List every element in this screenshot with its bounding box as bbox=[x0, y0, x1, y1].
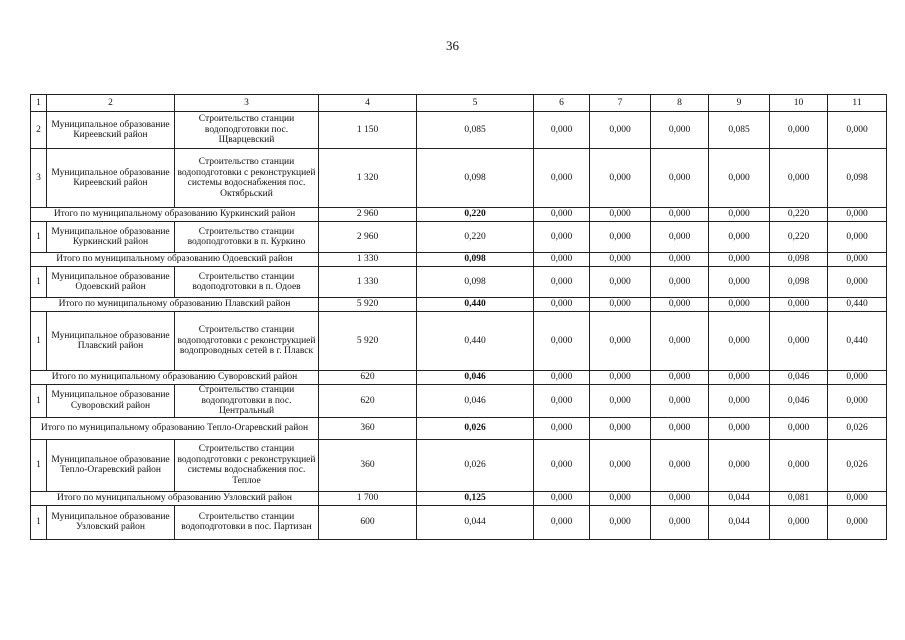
table-cell: 0,125 bbox=[417, 491, 534, 505]
table-cell: 0,000 bbox=[770, 439, 828, 491]
table-cell: 0,000 bbox=[534, 385, 590, 418]
column-header: 11 bbox=[828, 95, 887, 112]
total-row bbox=[31, 253, 887, 267]
table-row bbox=[31, 267, 887, 298]
table-cell: 0,000 bbox=[590, 112, 651, 149]
table-cell: 0,000 bbox=[534, 312, 590, 371]
total-row bbox=[31, 371, 887, 385]
total-row bbox=[31, 491, 887, 505]
header-row bbox=[31, 95, 887, 112]
table-cell: 0,000 bbox=[828, 371, 887, 385]
row-number: 1 bbox=[31, 267, 47, 298]
table-cell: 0,000 bbox=[709, 267, 770, 298]
row-number: 1 bbox=[31, 312, 47, 371]
table-cell: 360 bbox=[319, 417, 417, 439]
table-cell: 0,081 bbox=[770, 491, 828, 505]
table-cell: 0,000 bbox=[590, 253, 651, 267]
table-cell: Строительство станции водоподготовки с реконструкцией водопроводных сетей в г. Плавск bbox=[175, 312, 319, 371]
table-cell: 5 920 bbox=[319, 312, 417, 371]
table-cell: Муниципальное образование Плавский район bbox=[47, 312, 175, 371]
table-cell: 0,000 bbox=[770, 112, 828, 149]
table-cell: 1 320 bbox=[319, 149, 417, 208]
table-cell: 0,000 bbox=[590, 149, 651, 208]
table-cell: 1 700 bbox=[319, 491, 417, 505]
table-cell: 0,000 bbox=[770, 505, 828, 539]
table-cell: 0,000 bbox=[828, 253, 887, 267]
row-number: 3 bbox=[31, 149, 47, 208]
table-cell: 0,000 bbox=[709, 149, 770, 208]
table-cell: 0,026 bbox=[828, 417, 887, 439]
table-cell: 0,000 bbox=[534, 417, 590, 439]
table-cell: 0,000 bbox=[828, 491, 887, 505]
table-cell: 0,000 bbox=[651, 371, 709, 385]
table-cell: 0,000 bbox=[534, 298, 590, 312]
total-label: Итого по муниципальному образованию Узловский район bbox=[31, 491, 319, 505]
table-row bbox=[31, 439, 887, 491]
table-cell: 0,000 bbox=[651, 505, 709, 539]
column-header: 4 bbox=[319, 95, 417, 112]
table-cell: 0,098 bbox=[417, 253, 534, 267]
table-row bbox=[31, 312, 887, 371]
table-cell: 0,000 bbox=[534, 112, 590, 149]
table-cell: 0,000 bbox=[828, 222, 887, 253]
table-cell: 0,000 bbox=[828, 505, 887, 539]
table-cell: 2 960 bbox=[319, 208, 417, 222]
page-number: 36 bbox=[446, 38, 459, 53]
table-cell: 0,000 bbox=[770, 312, 828, 371]
total-label: Итого по муниципальному образованию Тепло-Огаревский район bbox=[31, 417, 319, 439]
column-header: 8 bbox=[651, 95, 709, 112]
row-number: 1 bbox=[31, 505, 47, 539]
table-cell: 0,026 bbox=[417, 417, 534, 439]
table-cell: 0,000 bbox=[651, 222, 709, 253]
total-label: Итого по муниципальному образованию Суворовский район bbox=[31, 371, 319, 385]
table-cell: Муниципальное образование Суворовский район bbox=[47, 385, 175, 418]
total-row bbox=[31, 417, 887, 439]
table-cell: 0,000 bbox=[651, 253, 709, 267]
table-cell: 0,000 bbox=[651, 267, 709, 298]
table-cell: 0,000 bbox=[651, 417, 709, 439]
table-cell: 0,000 bbox=[590, 385, 651, 418]
table-cell: 0,000 bbox=[709, 439, 770, 491]
table-cell: 0,000 bbox=[534, 149, 590, 208]
table-cell: 0,000 bbox=[590, 298, 651, 312]
table-cell: 0,000 bbox=[828, 385, 887, 418]
table-cell: Строительство станции водоподготовки в п. Куркино bbox=[175, 222, 319, 253]
table-cell: Муниципальное образование Киреевский район bbox=[47, 149, 175, 208]
table-cell: Строительство станции водоподготовки в пос. Партизан bbox=[175, 505, 319, 539]
table-cell: 0,000 bbox=[651, 312, 709, 371]
table-cell: 0,000 bbox=[651, 385, 709, 418]
table-cell: 0,000 bbox=[534, 208, 590, 222]
table-cell: 0,000 bbox=[534, 253, 590, 267]
table-cell: 0,000 bbox=[590, 439, 651, 491]
table-cell: 0,044 bbox=[417, 505, 534, 539]
total-label: Итого по муниципальному образованию Куркинский район bbox=[31, 208, 319, 222]
table-cell: Муниципальное образование Киреевский район bbox=[47, 112, 175, 149]
table-cell: Строительство станции водоподготовки пос. Щварцевский bbox=[175, 112, 319, 149]
table-cell: 0,000 bbox=[590, 417, 651, 439]
column-header: 7 bbox=[590, 95, 651, 112]
table-cell: 0,000 bbox=[651, 491, 709, 505]
table-cell: 0,046 bbox=[417, 385, 534, 418]
table-cell: 1 330 bbox=[319, 253, 417, 267]
table-cell: 0,000 bbox=[534, 491, 590, 505]
table-cell: 0,000 bbox=[709, 253, 770, 267]
table-cell: 0,000 bbox=[770, 417, 828, 439]
table-cell: 0,000 bbox=[709, 298, 770, 312]
table-cell: 0,000 bbox=[534, 505, 590, 539]
table-cell: 0,098 bbox=[770, 253, 828, 267]
table-cell: 0,000 bbox=[828, 208, 887, 222]
table-cell: 0,000 bbox=[590, 222, 651, 253]
table-cell: 1 330 bbox=[319, 267, 417, 298]
table-cell: 0,000 bbox=[590, 371, 651, 385]
table-cell: 0,000 bbox=[534, 267, 590, 298]
table-cell: Муниципальное образование Узловский район bbox=[47, 505, 175, 539]
table-cell: 0,044 bbox=[709, 491, 770, 505]
table-cell: 0,000 bbox=[709, 208, 770, 222]
table-cell: 620 bbox=[319, 385, 417, 418]
table-cell: 0,046 bbox=[770, 371, 828, 385]
column-header: 1 bbox=[31, 95, 47, 112]
column-header: 5 bbox=[417, 95, 534, 112]
table-cell: 600 bbox=[319, 505, 417, 539]
row-number: 1 bbox=[31, 385, 47, 418]
table-cell: 0,220 bbox=[770, 222, 828, 253]
table-cell: 0,000 bbox=[770, 298, 828, 312]
table-cell: Строительство станции водоподготовки с реконструкцией системы водоснабжения пос. Теплое bbox=[175, 439, 319, 491]
row-number: 1 bbox=[31, 439, 47, 491]
table-cell: 0,000 bbox=[709, 312, 770, 371]
table-cell: 0,085 bbox=[709, 112, 770, 149]
table-cell: 0,000 bbox=[651, 439, 709, 491]
total-row bbox=[31, 298, 887, 312]
column-header: 10 bbox=[770, 95, 828, 112]
table-cell: 0,220 bbox=[417, 222, 534, 253]
table-cell: 360 bbox=[319, 439, 417, 491]
table-cell: 0,000 bbox=[651, 112, 709, 149]
table-cell: 0,000 bbox=[590, 312, 651, 371]
table-cell: 0,026 bbox=[828, 439, 887, 491]
table-cell: 0,046 bbox=[770, 385, 828, 418]
table-row bbox=[31, 222, 887, 253]
table-cell: 0,000 bbox=[651, 298, 709, 312]
table-cell: 0,000 bbox=[709, 385, 770, 418]
table-cell: 0,440 bbox=[828, 298, 887, 312]
table-row bbox=[31, 112, 887, 149]
table-cell: 0,220 bbox=[770, 208, 828, 222]
table-cell: 0,098 bbox=[417, 267, 534, 298]
total-row bbox=[31, 208, 887, 222]
table-cell: 2 960 bbox=[319, 222, 417, 253]
table-cell: 0,098 bbox=[770, 267, 828, 298]
table-cell: 0,044 bbox=[709, 505, 770, 539]
table-cell: 0,026 bbox=[417, 439, 534, 491]
table-cell: 0,000 bbox=[651, 149, 709, 208]
table-cell: 0,000 bbox=[651, 208, 709, 222]
table-cell: 5 920 bbox=[319, 298, 417, 312]
column-header: 9 bbox=[709, 95, 770, 112]
total-label: Итого по муниципальному образованию Плавский район bbox=[31, 298, 319, 312]
table-cell: 0,085 bbox=[417, 112, 534, 149]
table-cell: 0,000 bbox=[709, 417, 770, 439]
table-cell: 0,098 bbox=[417, 149, 534, 208]
table-row bbox=[31, 385, 887, 418]
table-cell: 0,000 bbox=[828, 267, 887, 298]
table-cell: 0,000 bbox=[590, 491, 651, 505]
table-cell: Строительство станции водоподготовки в п. Одоев bbox=[175, 267, 319, 298]
table-cell: 0,440 bbox=[828, 312, 887, 371]
table-cell: 0,000 bbox=[590, 267, 651, 298]
table-cell: Муниципальное образование Куркинский район bbox=[47, 222, 175, 253]
table-cell: 0,000 bbox=[534, 439, 590, 491]
data-table bbox=[30, 94, 887, 540]
table-cell: 0,220 bbox=[417, 208, 534, 222]
table-cell: 0,000 bbox=[590, 208, 651, 222]
table-cell: 1 150 bbox=[319, 112, 417, 149]
table-cell: 0,046 bbox=[417, 371, 534, 385]
table-row bbox=[31, 505, 887, 539]
row-number: 1 bbox=[31, 222, 47, 253]
table-cell: 0,000 bbox=[534, 222, 590, 253]
column-header: 2 bbox=[47, 95, 175, 112]
table-cell: 0,000 bbox=[709, 371, 770, 385]
table-cell: Строительство станции водоподготовки с реконструкцией системы водоснабжения пос. Октябрьский bbox=[175, 149, 319, 208]
table-cell: 620 bbox=[319, 371, 417, 385]
column-header: 3 bbox=[175, 95, 319, 112]
total-label: Итого по муниципальному образованию Одоевский район bbox=[31, 253, 319, 267]
table-cell: 0,000 bbox=[770, 149, 828, 208]
table-cell: 0,000 bbox=[534, 371, 590, 385]
table-cell: 0,000 bbox=[709, 222, 770, 253]
table-cell: Муниципальное образование Тепло-Огаревский район bbox=[47, 439, 175, 491]
row-number: 2 bbox=[31, 112, 47, 149]
table-cell: 0,098 bbox=[828, 149, 887, 208]
table-cell: Муниципальное образование Одоевский район bbox=[47, 267, 175, 298]
table-cell: Строительство станции водоподготовки в пос. Центральный bbox=[175, 385, 319, 418]
table-row bbox=[31, 149, 887, 208]
table-cell: 0,000 bbox=[828, 112, 887, 149]
table-cell: 0,000 bbox=[590, 505, 651, 539]
column-header: 6 bbox=[534, 95, 590, 112]
table-cell: 0,440 bbox=[417, 312, 534, 371]
table-cell: 0,440 bbox=[417, 298, 534, 312]
